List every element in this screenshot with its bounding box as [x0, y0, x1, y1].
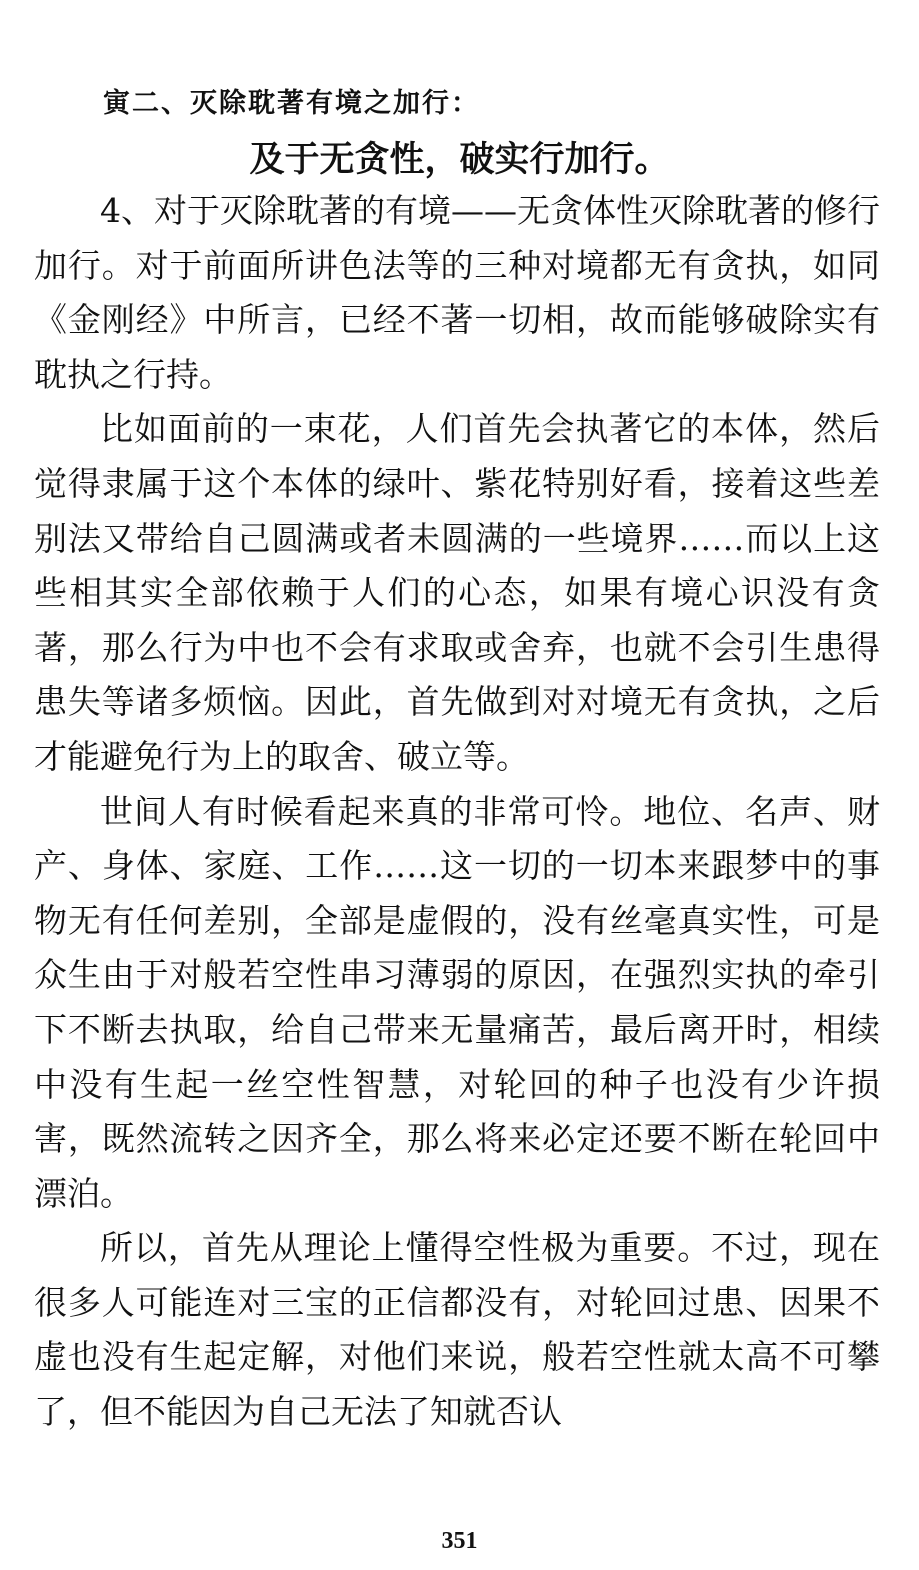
section-heading: 寅二、灭除耽著有境之加行： — [103, 88, 480, 119]
paragraph: 世间人有时候看起来真的非常可怜。地位、名声、财产、身体、家庭、工作……这一切的一切本来跟梦中的事物无有任何差别，全部是虚假的，没有丝毫真实性，可是众生由于对般若空性串习薄弱的原因，在强烈实执的牵引下不断去执取，给自己带来无量痛苦，最后离开时，相续中没有生起一丝空性智慧，对轮回的种子也没有少许损害，既然流转之因齐全，那么将来必定还要不断在轮回中漂泊。 — [34, 791, 880, 1213]
paragraph: 所以，首先从理论上懂得空性极为重要。不过，现在很多人可能连对三宝的正信都没有，对轮回过患、因果不虚也没有生起定解，对他们来说，般若空性就太高不可攀了，但不能因为自己无法了知就否认 — [34, 1228, 880, 1432]
paragraph: 4、对于灭除耽著的有境——无贪体性灭除耽著的修行加行。对于前面所讲色法等的三种对境都无有贪执，如同《金刚经》中所言，已经不著一切相，故而能够破除实有耽执之行持。 — [34, 191, 880, 394]
paragraph: 比如面前的一束花，人们首先会执著它的本体，然后觉得隶属于这个本体的绿叶、紫花特别好看，接着这些差别法又带给自己圆满或者未圆满的一些境界……而以上这些相其实全部依赖于人们的心态，如果有境心识没有贪著，那么行为中也不会有求取或舍弃，也就不会引生患得患失等诸多烦恼。因此，首先做到对对境无有贪执，之后才能避免行为上的取舍、破立等。 — [34, 409, 880, 776]
page-number: 351 — [441, 1528, 478, 1554]
root-verse: 及于无贪性，破实行加行。 — [249, 140, 670, 180]
body-text — [34, 184, 880, 1440]
